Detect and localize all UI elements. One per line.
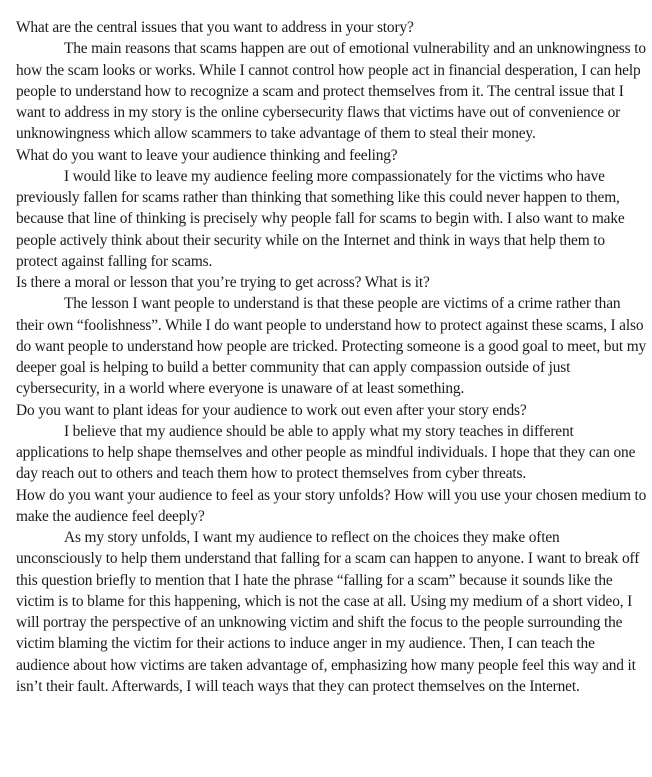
question-2: What do you want to leave your audience thinking and feeling? [16,146,398,164]
answer-2: I would like to leave my audience feeling more compassionately for the victims who have previously fallen for scams rather than thinking that something like this could never happen to them, because that line of thinking is precisely why people fall for scams to begin with. I also want to make people actively think about their security while on the Internet and think in ways that help them to protect against falling for scams. [16,167,625,270]
answer-1: The main reasons that scams happen are out of emotional vulnerability and an unknowingness to how the scam looks or works. While I cannot control how people act in financial desperation, I can help people to understand how to recognize a scam and protect themselves from it. The central issue that I want to address in my story is the online cybersecurity flaws that victims have out of convenience or unknowingness which allow scammers to take advantage of them to steal their money. [16,40,646,143]
answer-4: I believe that my audience should be able to apply what my story teaches in different applications to help shape themselves and other people as mindful individuals. I hope that they can one day reach out to others and teach them how to protect themselves from cyber threats. [16,422,636,483]
question-1: What are the central issues that you want to address in your story? [16,19,414,36]
question-3: Is there a moral or lesson that you’re trying to get across? What is it? [16,274,430,291]
answer-5: As my story unfolds, I want my audience to reflect on the choices they make often unconsciously to help them understand that falling for a scam can happen to anyone. I want to break off this question briefly to mention that I hate the phrase “falling for a scam” because it sounds like the victim is to blame for this happening, which is not the case at all. Using my medium of a short video, I will portray the perspective of an unknowing victim and shift the focus to the people surrounding the victim blaming the victim for their actions to induce anger in my audience. Then, I can teach the audience about how victims are taken advantage of, emphasizing how many people feel this way and it isn’t their fault. Afterwards, I will teach ways that they can protect themselves on the Internet. [16,529,640,695]
answer-3: The lesson I want people to understand is that these people are victims of a crime rather than their own “foolishness”. While I do want people to understand how to protect against these scams, I also do want people to understand how people are tricked. Protecting someone is a good goal to meet, but my deeper goal is helping to build a better community that can apply compassion outside of just cybersecurity, in a world where everyone is unaware of at least something. [16,295,647,398]
question-4: Do you want to plant ideas for your audience to work out even after your story ends? [16,401,527,419]
document-body [16,17,648,697]
question-5: How do you want your audience to feel as your story unfolds? How will you use your chosen medium to make the audience feel deeply? [16,486,647,525]
